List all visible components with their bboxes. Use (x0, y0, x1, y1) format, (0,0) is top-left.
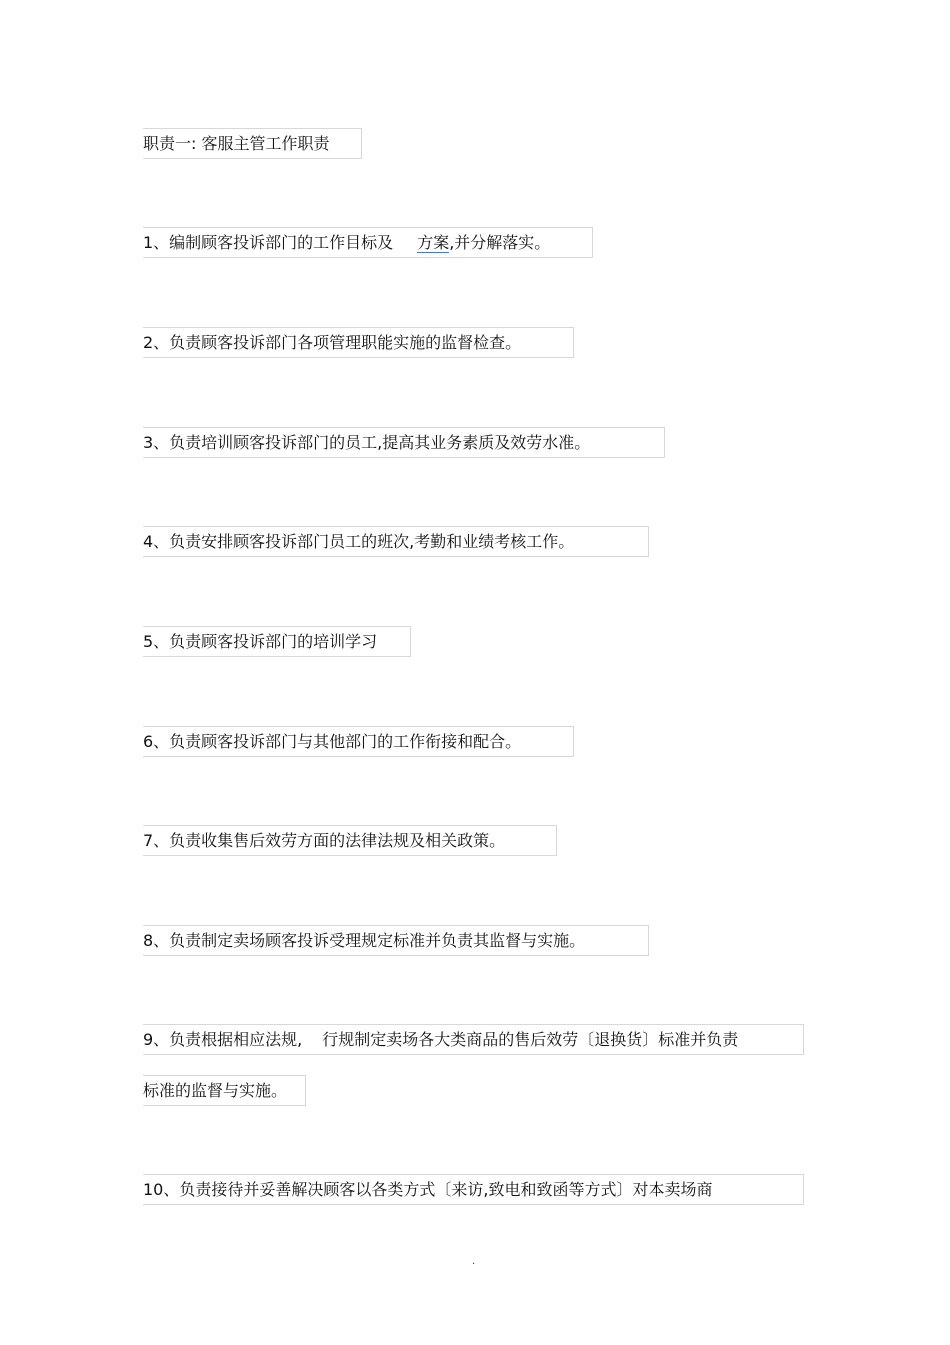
duty-item-6-text: 6、负责顾客投诉部门与其他部门的工作衔接和配合。 (143, 732, 522, 751)
page-title (143, 128, 362, 159)
duty-item-7-text: 7、负责收集售后效劳方面的法律法规及相关政策。 (143, 831, 506, 850)
duty-item-1 (143, 227, 593, 258)
duty-item-4-text: 4、负责安排顾客投诉部门员工的班次,考勤和业绩考核工作。 (143, 532, 575, 551)
plan-link[interactable]: 方案 (417, 233, 450, 252)
duty-item-9-continued (143, 1075, 306, 1106)
duty-item-2 (143, 327, 574, 358)
duty-item-4 (143, 526, 649, 557)
duty-item-10-text: 10、负责接待并妥善解决顾客以各类方式〔来访,致电和致函等方式〕对本卖场商 (143, 1180, 713, 1199)
duty-item-8-text: 8、负责制定卖场顾客投诉受理规定标准并负责其监督与实施。 (143, 931, 586, 950)
duty-item-1-text-b: ,并分解落实。 (449, 233, 551, 252)
footer-mark: . (472, 1256, 476, 1267)
duty-item-6 (143, 726, 574, 757)
duty-item-9-text-a: 9、负责根据相应法规, (143, 1030, 303, 1049)
duty-item-7 (143, 825, 557, 856)
duty-item-5-text: 5、负责顾客投诉部门的培训学习 (143, 632, 378, 651)
duty-item-9-text-c: 标准的监督与实施。 (143, 1081, 288, 1100)
duty-item-10 (143, 1174, 804, 1205)
title-text: 职责一: 客服主管工作职责 (143, 134, 330, 153)
duty-item-1-text-a: 1、编制顾客投诉部门的工作目标及 (143, 233, 394, 252)
duty-item-2-text: 2、负责顾客投诉部门各项管理职能实施的监督检查。 (143, 333, 522, 352)
duty-item-3 (143, 427, 665, 458)
duty-item-9 (143, 1024, 804, 1055)
duty-item-8 (143, 925, 649, 956)
duty-item-5 (143, 626, 411, 657)
duty-item-3-text: 3、负责培训顾客投诉部门的员工,提高其业务素质及效劳水准。 (143, 433, 591, 452)
duty-item-9-text-b: 行规制定卖场各大类商品的售后效劳〔退换货〕标准并负责 (322, 1030, 739, 1049)
